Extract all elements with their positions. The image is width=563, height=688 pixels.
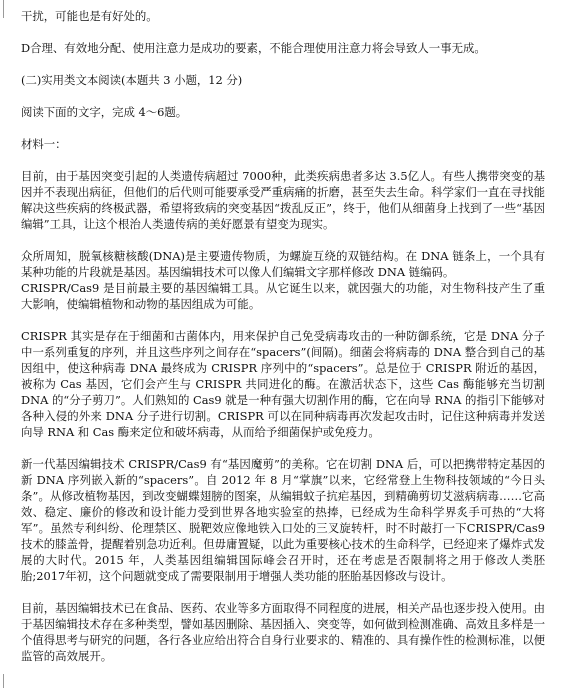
paragraph-gene-scissors: 新一代基因编辑技术 CRISPR/Cas9 有“基因魔剪”的美称。它在切割 DNA 后，可以把携带特定基因的新 DNA 序列嵌入新的“spacers”。自 2012 年 8 月“掌旗”以来，它经常登上生物科技领域的“今日头条”。从修改植物基因，到改变蝴蝶翅膀的图案，从编辑蚊子抗疟基因，到精确剪切艾滋病病毒……它高效、稳定、廉价的修改和设计能力受到世界各地实验室的热捧，已经成为生命科学界炙手可热的“大将军”。虽然专利纠纷、伦理禁区、脱靶效应像地铁入口处的三叉旋转杆，时不时敲打一下CRISPR/Cas9 技术的膝盖骨，提醒着别急功近利。但毋庸置疑，以此为重要核心技术的生命科学，已经迎来了爆炸式发展的大时代。2015 年，人类基因组编辑国际峰会召开时，还在考虑是否限制将之用于修改人类胚胎;2017年初，这个问题就变成了需要限制用于增强人类功能的胚胎基因修改与设计。	[21, 457, 545, 583]
paragraph-crispr-mechanism: CRISPR 其实是存在于细菌和古菌体内，用来保护自己免受病毒攻击的一种防御系统，它是 DNA 分子中一系列重复的序列，并且这些序列之间存在“spacers”(间隔)。细菌会将病毒的 DNA 整合到自己的基因组中，使这种病毒 DNA 最终成为 CRISPR 序列中的“spacers”。总是位于 CRISPR 附近的基因，被称为 Cas 基因，它们会产生与 CRISPR 共同进化的酶。在激活状态下，这些 Cas 酶能够充当切割 DNA 的“分子剪刀”。人们熟知的 Cas9 就是一种有强大切割作用的酶，它在向导 RNA 的指引下能够对各种入侵的外来 DNA 分子进行切割。CRISPR 可以在同种病毒再次发起攻击时，记住这种病毒并发送向导 RNA 和 Cas 酶来定位和破坏病毒，从而给予细菌保护或免疫力。	[21, 329, 545, 439]
paragraph-dna: 众所周知，脱氧核糖核酸(DNA)是主要遗传物质，为螺旋互绕的双链结构。在 DNA 链条上，一个具有某种功能的片段就是基因。基因编辑技术可以像人们编辑文字那样修改 DNA 链编码。	[21, 249, 545, 279]
paragraph-carryover: 干扰，可能也是有好处的。	[21, 9, 158, 23]
paragraph-crispr-intro: CRISPR/Cas9 是目前最主要的基因编辑工具。从它诞生以来，就因强大的功能，对生物科技产生了重大影响，使编辑植物和动物的基因组成为可能。	[21, 281, 545, 311]
page-corner-mark-top	[3, 0, 4, 18]
reading-instruction: 阅读下面的文字，完成 4～6题。	[21, 105, 188, 119]
material-label: 材料一：	[21, 137, 67, 151]
paragraph-genetic-disease: 目前，由于基因突变引起的人类遗传病超过 7000种，此类疾病患者多达 3.5亿人。有些人携带突变的基因并不表现出病征，但他们的后代则可能要承受严重病痛的折磨，甚至失去生命。科学家们一直在寻找能解决这些疾病的终极武器，希望将致病的突变基因“拨乱反正”，终于，他们从细菌身上找到了一些“基因编辑”工具，让这个根治人类遗传病的美好愿景有望变为现实。	[21, 169, 545, 231]
paragraph-option-d: D合理、有效地分配、使用注意力是成功的要素，不能合理使用注意力将会导致人一事无成。	[21, 41, 486, 55]
document-body	[21, 8, 545, 664]
page-corner-mark-bottom	[3, 674, 4, 688]
section-heading: (二)实用类文本阅读(本题共 3 小题，12 分)	[21, 73, 243, 87]
paragraph-applications: 目前，基因编辑技术已在食品、医药、农业等多方面取得不同程度的进展，相关产品也逐步投入使用。由于基因编辑技术存在多种类型，譬如基因删除、基因插入、突变等，如何做到检测准确、高效且多样是一个值得思考与研究的问题，各行各业应给出符合自身行业要求的、精准的、具有操作性的检测标准，以便监管的高效展开。	[21, 601, 545, 663]
